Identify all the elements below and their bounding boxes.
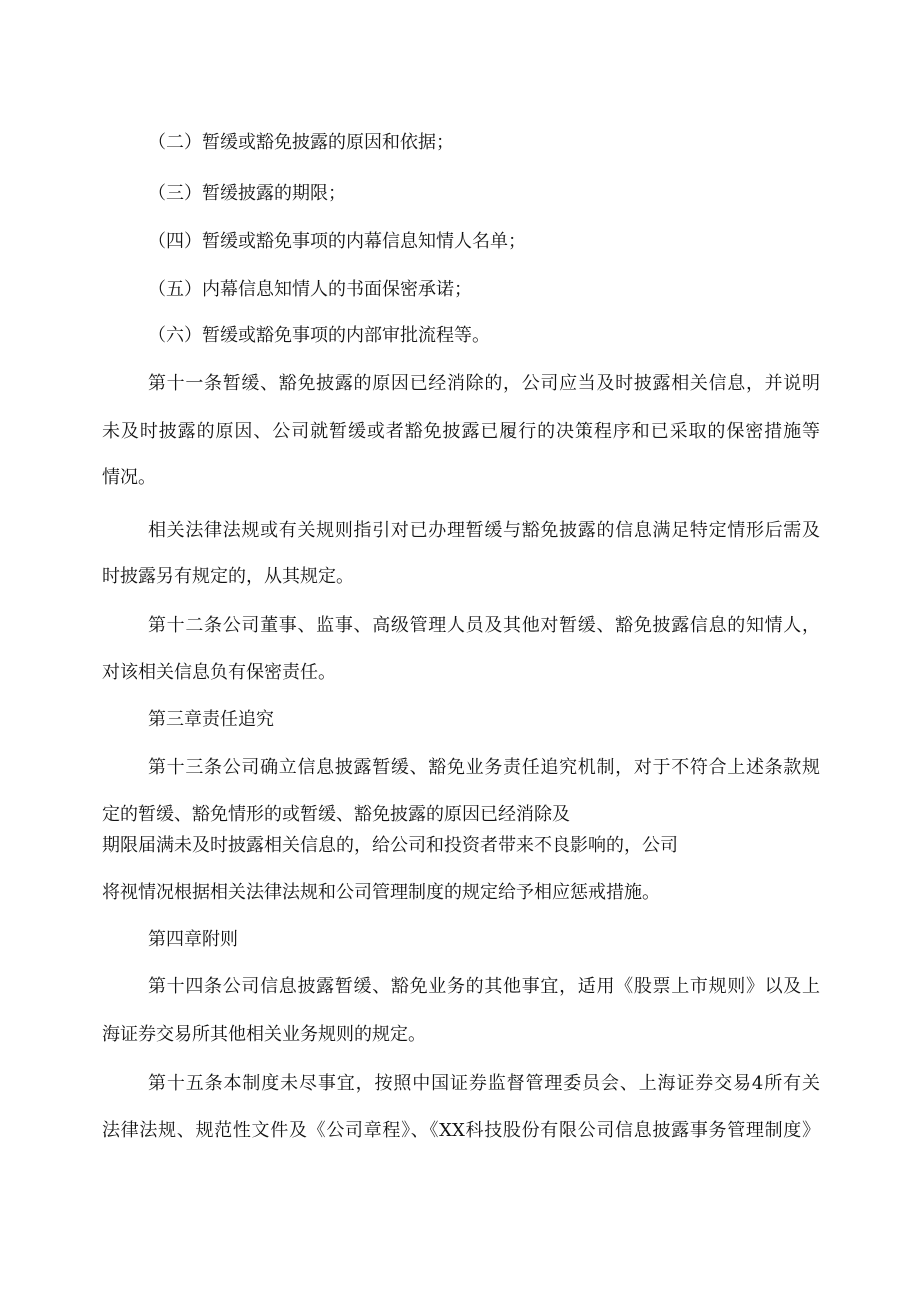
paragraph-line-1: 相关法律法规或有关规则指引对已办理暂缓与豁免披露的信息满足特定情形后需及 (148, 520, 820, 541)
list-item-4: （四）暂缓或豁免事项的内幕信息知情人名单； (148, 231, 526, 252)
article-12-line-1: 第十二条公司董事、监事、高级管理人员及其他对暂缓、豁免披露信息的知情人， (148, 615, 820, 636)
article-11-line-2: 未及时披露的原因、公司就暂缓或者豁免披露已履行的决策程序和已采取的保密措施等 (102, 421, 820, 442)
article-13-line-2: 定的暂缓、豁免情形的或暂缓、豁免披露的原因已经消除及 (102, 804, 570, 825)
article-11-line-3: 情况。 (102, 467, 156, 488)
paragraph-line-2: 时披露另有规定的，从其规定。 (102, 566, 354, 587)
article-14-line-2: 海证券交易所其他相关业务规则的规定。 (102, 1024, 426, 1045)
article-12-line-2: 对该相关信息负有保密责任。 (102, 662, 336, 683)
article-15-line-2: 法律法规、规范性文件及《公司章程》、《XX科技股份有限公司信息披露事务管理制度》 (102, 1120, 820, 1141)
list-item-2: （二）暂缓或豁免披露的原因和依据； (148, 132, 454, 153)
article-13-line-1: 第十三条公司确立信息披露暂缓、豁免业务责任追究机制，对于不符合上述条款规 (148, 757, 820, 778)
article-15-line-1: 第十五条本制度未尽事宜，按照中国证券监督管理委员会、上海证券交易4所有关 (148, 1073, 820, 1094)
list-item-6: （六）暂缓或豁免事项的内部审批流程等。 (148, 325, 490, 346)
article-13-line-4: 将视情况根据相关法律法规和公司管理制度的规定给予相应惩戒措施。 (102, 882, 660, 903)
list-item-3: （三）暂缓披露的期限； (148, 183, 346, 204)
article-13-line-3: 期限届满未及时披露相关信息的，给公司和投资者带来不良影响的，公司 (102, 835, 678, 856)
chapter-3-heading: 第三章责任追究 (148, 709, 274, 730)
list-item-5: （五）内幕信息知情人的书面保密承诺； (148, 279, 472, 300)
chapter-4-heading: 第四章附则 (148, 929, 238, 950)
article-14-line-1: 第十四条公司信息披露暂缓、豁免业务的其他事宜，适用《股票上市规则》以及上 (148, 976, 820, 997)
article-11-line-1: 第十一条暂缓、豁免披露的原因已经消除的，公司应当及时披露相关信息，并说明 (148, 373, 820, 394)
